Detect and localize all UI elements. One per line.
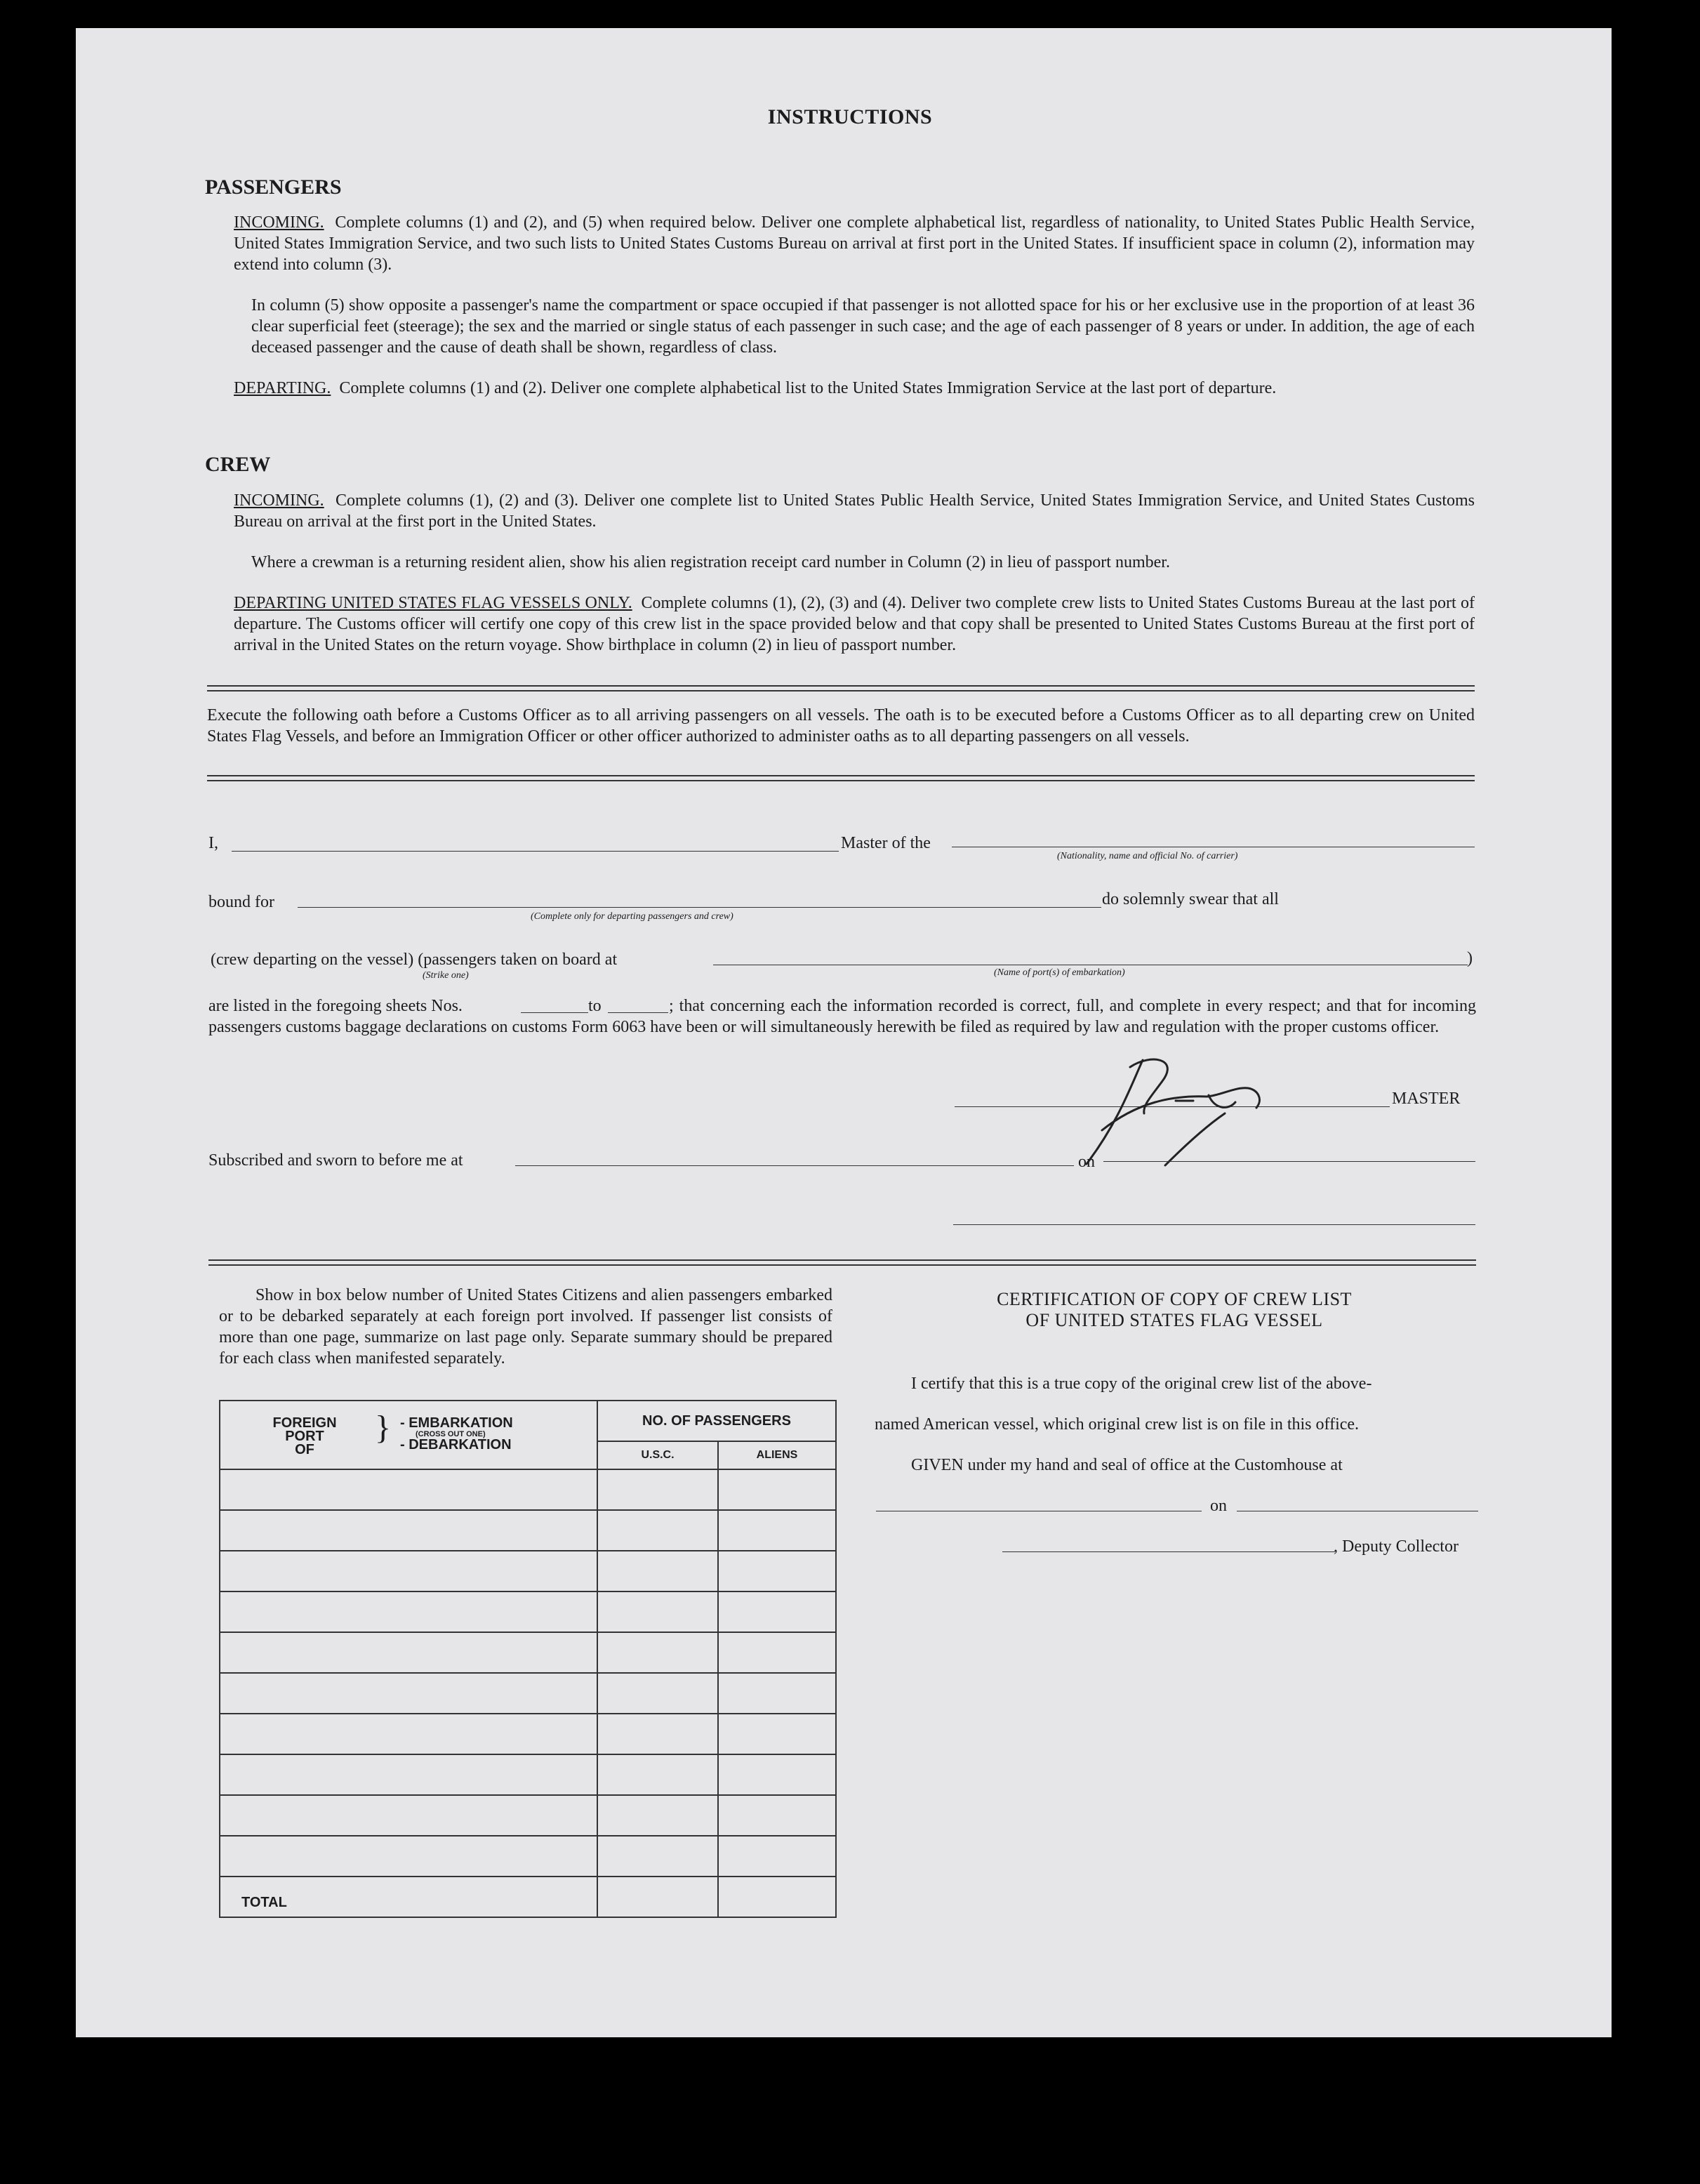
crew-incoming-paragraph — [234, 490, 1475, 532]
embarkation-label: - EMBARKATION — [400, 1415, 513, 1431]
passengers-departing-paragraph — [234, 378, 1475, 399]
master-label: MASTER — [1392, 1090, 1461, 1108]
crew-departing-paragraph — [234, 593, 1475, 656]
no-passengers-header: NO. OF PASSENGERS — [597, 1401, 836, 1441]
deputy-signature-line[interactable] — [1002, 1551, 1335, 1552]
usc-cell[interactable] — [597, 1632, 718, 1673]
ports-note: (Name of port(s) of embarkation) — [994, 967, 1125, 978]
aliens-cell[interactable] — [718, 1795, 836, 1836]
crew-incoming-label: INCOMING. — [234, 491, 324, 510]
aliens-cell[interactable] — [718, 1510, 836, 1551]
crew-incoming-text: Complete columns (1), (2) and (3). Deliver one complete list to United States Public Health Service, United States Immigration Service, and United States Customs Bureau on arrival at the first port in the United States. — [234, 491, 1475, 531]
aliens-cell[interactable] — [718, 1551, 836, 1591]
bound-for-label: bound for — [208, 893, 274, 911]
passengers-heading: PASSENGERS — [205, 176, 342, 199]
passengers-departing-label: DEPARTING. — [234, 379, 331, 397]
usc-cell[interactable] — [597, 1551, 718, 1591]
listed-pre-text: are listed in the foregoing sheets Nos. — [208, 997, 463, 1015]
table-header-port — [220, 1401, 597, 1469]
port-cell[interactable] — [220, 1551, 597, 1591]
master-of-label: Master of the — [841, 834, 931, 852]
crew-resident-paragraph: Where a crewman is a returning resident alien, show his alien registration receipt card number in Column (2) in lieu of passport number. — [251, 553, 1170, 571]
aliens-cell[interactable] — [718, 1836, 836, 1877]
subscribed-text: Subscribed and sworn to before me at — [208, 1151, 463, 1170]
table-row — [220, 1673, 836, 1714]
deputy-collector-label: , Deputy Collector — [1334, 1537, 1459, 1556]
bound-for-field[interactable] — [298, 907, 1101, 908]
certification-title — [876, 1289, 1473, 1331]
master-name-field[interactable] — [232, 851, 839, 852]
passengers-incoming-text: Complete columns (1) and (2), and (5) when required below. Deliver one complete alphabetical list, regardless of nationality, to United States Public Health Service, United States Immigration Service, and two such lists to United States Customs Bureau on arrival at first port in the United States. If insufficient space in column (2), information may extend into column (3). — [234, 213, 1475, 274]
listed-to-text: to — [588, 997, 602, 1015]
table-row — [220, 1632, 836, 1673]
page-title: INSTRUCTIONS — [767, 105, 933, 128]
close-paren: ) — [1467, 949, 1473, 967]
total-label: TOTAL — [220, 1877, 597, 1917]
usc-cell[interactable] — [597, 1510, 718, 1551]
col-foreign-label: FOREIGN — [272, 1415, 337, 1431]
table-row — [220, 1795, 836, 1836]
port-cell[interactable] — [220, 1510, 597, 1551]
given-text: GIVEN under my hand and seal of office at the Customhouse at — [911, 1456, 1343, 1474]
solemnly-swear-text: do solemnly swear that all — [1102, 890, 1279, 908]
table-row — [220, 1714, 836, 1754]
port-cell[interactable] — [220, 1591, 597, 1632]
certification-title-line2: OF UNITED STATES FLAG VESSEL — [1025, 1310, 1323, 1330]
strike-one-note: (Strike one) — [423, 970, 469, 981]
table-row — [220, 1469, 836, 1510]
usc-cell[interactable] — [597, 1469, 718, 1510]
port-cell[interactable] — [220, 1754, 597, 1795]
usc-cell[interactable] — [597, 1673, 718, 1714]
port-cell[interactable] — [220, 1714, 597, 1754]
certify-on-label: on — [1210, 1497, 1227, 1515]
col-of-label: OF — [295, 1442, 314, 1457]
divider-rule — [207, 685, 1475, 691]
table-row — [220, 1836, 836, 1877]
sworn-on-label: on — [1078, 1153, 1095, 1171]
usc-cell[interactable] — [597, 1795, 718, 1836]
sworn-location-field[interactable] — [515, 1165, 1074, 1166]
listed-post-text: ; that concerning each the information recorded is correct, full, and complete in every respect; and that for incoming passengers customs baggage declarations on customs Form 6063 have been or will simultaneously herewith be filed as required by law and regulation with the proper customs officer. — [208, 997, 1476, 1036]
certification-title-line1: CERTIFICATION OF COPY OF CREW LIST — [997, 1289, 1352, 1309]
crew-departing-option: (crew departing on the vessel) (passengers taken on board at — [211, 951, 618, 969]
table-row — [220, 1754, 836, 1795]
aliens-header: ALIENS — [718, 1441, 836, 1469]
passenger-summary-table — [219, 1400, 837, 1918]
total-row — [220, 1877, 836, 1917]
certify-line1: I certify that this is a true copy of the original crew list of the above- — [911, 1375, 1372, 1393]
divider-rule — [208, 1259, 1476, 1266]
port-cell[interactable] — [220, 1673, 597, 1714]
brace-icon: } — [375, 1409, 392, 1446]
divider-rule — [207, 775, 1475, 781]
usc-cell[interactable] — [597, 1591, 718, 1632]
usc-cell[interactable] — [597, 1754, 718, 1795]
officer-signature-line[interactable] — [953, 1224, 1475, 1225]
passengers-column5-paragraph: In column (5) show opposite a passenger's name the compartment or space occupied if that passenger is not allotted space for his or her exclusive use in the proportion of at least 36 clear superficial feet (steerage); the sex and the married or single status of each passenger in such case; and the age of each passenger of 8 years or under. In addition, the age of each deceased passenger and the cause of death shall be shown, regardless of class. — [251, 296, 1475, 357]
summary-instructions: Show in box below number of United States Citizens and alien passengers embarked or to be debarked separately at each foreign port involved. If passenger list consists of more than one page, summarize on last page only. Separate summary should be prepared for each class when manifested separately. — [219, 1286, 832, 1368]
aliens-cell[interactable] — [718, 1632, 836, 1673]
usc-total-cell[interactable] — [597, 1877, 718, 1917]
port-cell[interactable] — [220, 1795, 597, 1836]
port-cell[interactable] — [220, 1469, 597, 1510]
passengers-incoming-label: INCOMING. — [234, 213, 324, 232]
aliens-cell[interactable] — [718, 1469, 836, 1510]
oath-intro: Execute the following oath before a Customs Officer as to all arriving passengers on all vessels. The oath is to be executed before a Customs Officer as to all departing crew on United States Flag Vessels, and before an Immigration Officer or other officer authorized to administer oaths as to all departing passengers on all vessels. — [207, 706, 1475, 746]
aliens-cell[interactable] — [718, 1754, 836, 1795]
certify-line2: named American vessel, which original crew list is on file in this office. — [875, 1415, 1360, 1434]
aliens-cell[interactable] — [718, 1591, 836, 1632]
port-cell[interactable] — [220, 1836, 597, 1877]
table-row — [220, 1510, 836, 1551]
usc-cell[interactable] — [597, 1714, 718, 1754]
passengers-incoming-paragraph — [234, 212, 1475, 275]
table-row — [220, 1551, 836, 1591]
nationality-note: (Nationality, name and official No. of carrier) — [1057, 851, 1238, 861]
table-row — [220, 1591, 836, 1632]
complete-only-note: (Complete only for departing passengers and crew) — [531, 911, 733, 922]
aliens-total-cell[interactable] — [718, 1877, 836, 1917]
usc-header: U.S.C. — [597, 1441, 718, 1469]
crew-departing-text: Complete columns (1), (2), (3) and (4). Deliver two complete crew lists to United States Customs Bureau at the last port of departure. The Customs officer will certify one copy of this crew list in the space provided below and that copy shall be presented to United States Customs Bureau at the first port of arrival in the United States on the return voyage. Show birthplace in column (2) in lieu of passport number. — [234, 594, 1475, 654]
usc-cell[interactable] — [597, 1836, 718, 1877]
port-cell[interactable] — [220, 1632, 597, 1673]
debarkation-label: - DEBARKATION — [400, 1437, 512, 1452]
crew-heading: CREW — [205, 453, 271, 476]
cross-out-note: (CROSS OUT ONE) — [416, 1430, 486, 1438]
col-port-label: PORT — [285, 1429, 324, 1444]
crew-departing-label: DEPARTING UNITED STATES FLAG VESSELS ONLY. — [234, 594, 632, 612]
passengers-departing-text: Complete columns (1) and (2). Deliver one complete alphabetical list to the United States Immigration Service at the last port of departure. — [339, 379, 1277, 397]
oath-i-label: I, — [208, 834, 218, 852]
aliens-cell[interactable] — [718, 1673, 836, 1714]
aliens-cell[interactable] — [718, 1714, 836, 1754]
sworn-date-field[interactable] — [1103, 1161, 1475, 1162]
